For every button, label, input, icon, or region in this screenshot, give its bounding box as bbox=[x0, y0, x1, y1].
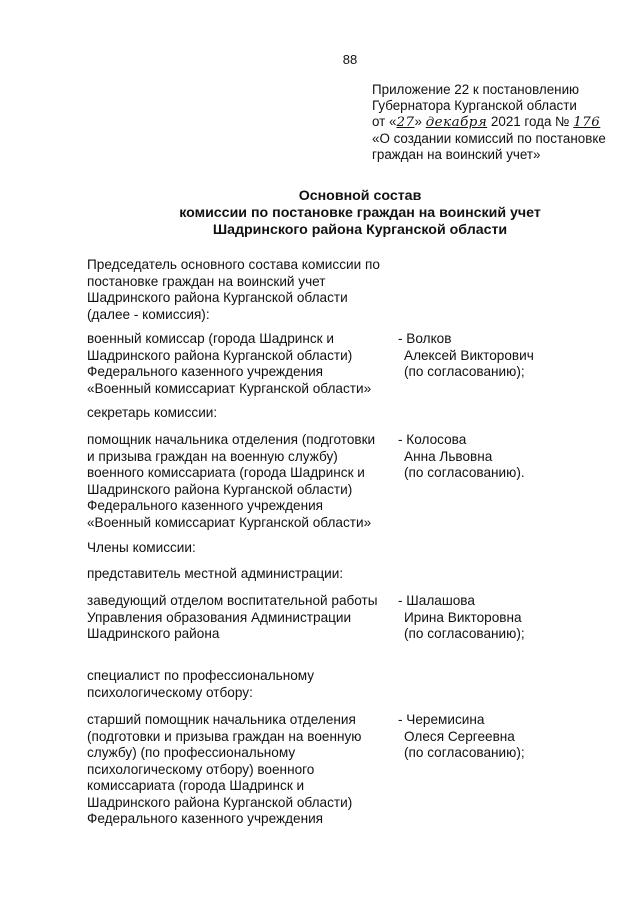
date-mid: » bbox=[414, 114, 426, 129]
chair-heading-line: Председатель основного состава комиссии по bbox=[87, 257, 380, 272]
psych-heading-line: психологическому отбору: bbox=[87, 684, 253, 700]
appendix-line-5: граждан на воинский учет» bbox=[372, 147, 541, 162]
chair-heading-line: (далее - комиссия): bbox=[87, 306, 210, 322]
psych-heading-line: специалист по профессиональному bbox=[87, 668, 315, 683]
chair-heading-line: Шадринского района Курганской области bbox=[87, 290, 348, 305]
member2-name bbox=[398, 712, 525, 762]
position-line: Шадринского района Курганской области) bbox=[87, 481, 353, 497]
name-line: - Шалашова bbox=[398, 593, 475, 608]
position-line: комиссариата (города Шадринск и bbox=[87, 778, 305, 793]
handwritten-day: 27 bbox=[396, 115, 415, 130]
position-line: военный комиссар (города Шадринск и bbox=[87, 331, 334, 346]
secretary-name bbox=[398, 432, 525, 482]
name-line: Олеся Сергеевна bbox=[404, 728, 515, 744]
title-line-3: Шадринского района Курганской области bbox=[212, 222, 508, 238]
position-line: помощник начальника отделения (подготовки bbox=[87, 432, 376, 447]
secretary-heading bbox=[87, 405, 217, 422]
chair-position bbox=[87, 331, 371, 397]
handwritten-number: 176 bbox=[573, 115, 601, 130]
position-line: Федерального казенного учреждения bbox=[87, 498, 324, 513]
appendix-line-4: «О создании комиссий по постановке bbox=[372, 131, 606, 146]
position-line: старший помощник начальника отделения bbox=[87, 712, 356, 727]
members-heading bbox=[87, 540, 196, 557]
name-line: Анна Львовна bbox=[404, 448, 493, 464]
psych-heading bbox=[87, 668, 314, 701]
position-line: службу) (по профессиональному bbox=[87, 745, 296, 760]
handwritten-month: декабря bbox=[425, 115, 488, 130]
position-line: Федерального казенного учреждения bbox=[87, 811, 324, 826]
secretary-position bbox=[87, 432, 375, 531]
page-number: 88 bbox=[342, 52, 358, 67]
chair-heading-line: постановке граждан на воинский учет bbox=[87, 273, 326, 289]
name-line: (по согласованию). bbox=[404, 465, 525, 480]
title-line-1: Основной состав bbox=[298, 188, 422, 204]
position-line: Шадринского района Курганской области) bbox=[87, 347, 353, 363]
member2-position bbox=[87, 712, 361, 828]
name-line: Ирина Викторовна bbox=[404, 609, 522, 625]
members-heading-text: Члены комиссии: bbox=[87, 540, 196, 555]
position-line: заведующий отделом воспитательной работы bbox=[87, 593, 378, 608]
chair-heading bbox=[87, 257, 380, 323]
appendix-line-2: Губернатора Курганской области bbox=[372, 98, 577, 113]
title-line-2: комиссии по постановке граждан на воинский учет bbox=[179, 205, 541, 221]
position-line: Шадринского района bbox=[87, 626, 220, 641]
local-admin-heading-text: представитель местной администрации: bbox=[87, 566, 344, 581]
document-title bbox=[110, 188, 610, 239]
local-admin-heading bbox=[87, 566, 343, 583]
position-line: психологическому отбору) военного bbox=[87, 761, 315, 777]
appendix-header bbox=[372, 82, 634, 163]
date-prefix: от « bbox=[372, 114, 397, 129]
name-line: - Черемисина bbox=[398, 712, 485, 727]
position-line: «Военный комиссариат Курганской области» bbox=[87, 380, 372, 396]
position-line: военного комиссариата (города Шадринск и bbox=[87, 465, 365, 480]
name-line: - Волков bbox=[398, 331, 452, 346]
position-line: и призыва граждан на военную службу) bbox=[87, 448, 338, 464]
member1-name bbox=[398, 593, 525, 643]
date-year: 2021 года № bbox=[487, 114, 574, 129]
position-line: Управления образования Администрации bbox=[87, 609, 352, 625]
position-line: Шадринского района Курганской области) bbox=[87, 794, 353, 810]
name-line: Алексей Викторович bbox=[404, 347, 534, 363]
appendix-line-3 bbox=[372, 114, 634, 131]
position-line: Федерального казенного учреждения bbox=[87, 364, 324, 379]
name-line: - Колосова bbox=[398, 432, 467, 447]
member1-position bbox=[87, 593, 378, 643]
name-line: (по согласованию); bbox=[404, 626, 525, 641]
name-line: (по согласованию); bbox=[404, 745, 525, 760]
secretary-heading-text: секретарь комиссии: bbox=[87, 405, 218, 420]
position-line: «Военный комиссариат Курганской области» bbox=[87, 514, 372, 530]
name-line: (по согласованию); bbox=[404, 364, 525, 379]
appendix-line-1: Приложение 22 к постановлению bbox=[372, 82, 580, 97]
chair-name bbox=[398, 331, 534, 381]
position-line: (подготовки и призыва граждан на военную bbox=[87, 728, 362, 744]
